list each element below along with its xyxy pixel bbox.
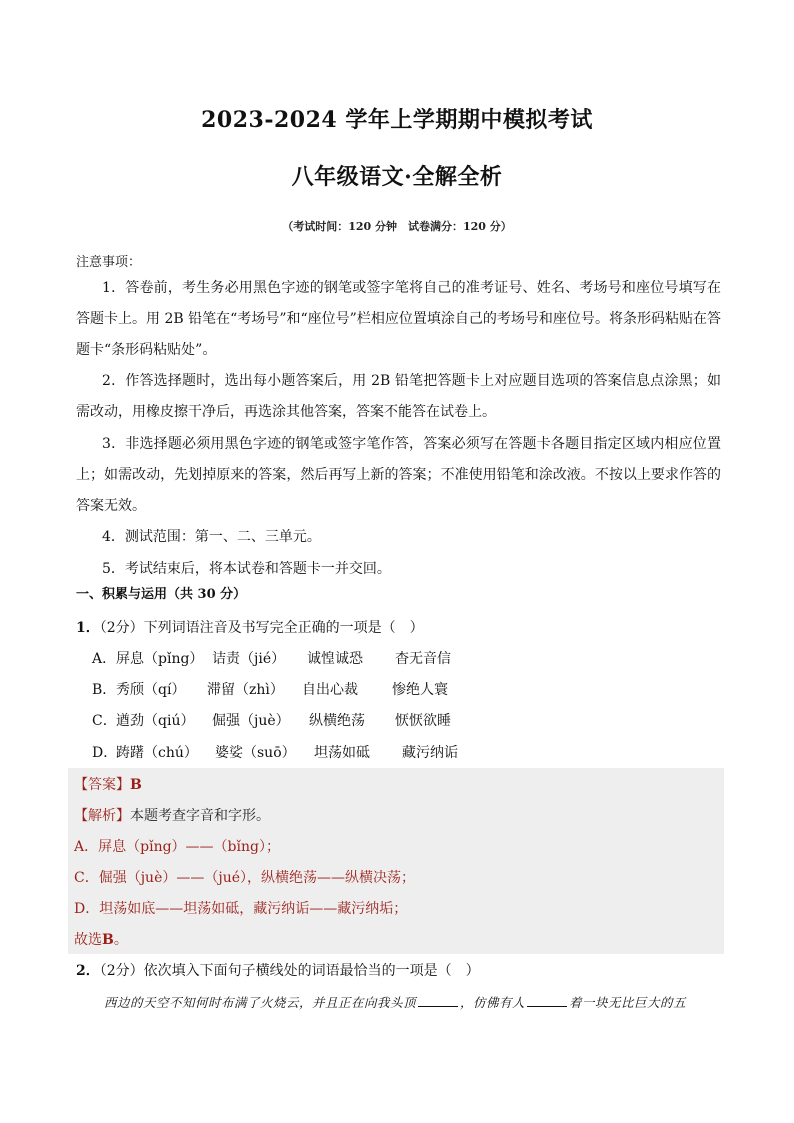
question-number: 1．	[76, 620, 100, 636]
option-word: 屏息（pǐng）	[116, 651, 204, 667]
fill-blank[interactable]	[418, 996, 458, 1007]
analysis-text: 本题考查字音和字形。	[130, 808, 270, 824]
answer-line	[74, 774, 142, 794]
option-word: 惨绝人寰	[392, 682, 448, 698]
option-word: 遒劲（qiú）	[116, 713, 195, 729]
fill-blank[interactable]	[527, 996, 567, 1007]
option-word: 倔强（juè）	[212, 713, 290, 729]
option-word: 纵横绝荡	[309, 713, 365, 729]
notice-item-1: 1．答卷前，考生务必用黑色字迹的钢笔或签字笔将自己的准考证号、姓名、考场号和座位号填写在答题卡上。用 2B 铅笔在“考场号”和“座位号”栏相应位置填涂自己的考场号和座位号。将条形码粘贴在答题卡“条形码粘贴处”。	[76, 280, 721, 358]
analysis-prefix: A．	[74, 839, 99, 855]
analysis-detail: 坦荡如底——坦荡如砥，藏污纳诟——藏污纳垢；	[99, 901, 408, 917]
question-2-stem	[76, 960, 480, 980]
question-text: （2分）下列词语注音及书写完全正确的一项是（ ）	[99, 620, 424, 636]
question-number: 2．	[76, 963, 100, 979]
notice-item-2: 2．作答选择题时，选出每小题答案后，用 2B 铅笔把答题卡上对应题目选项的答案信息点涂黑；如需改动，用橡皮擦干净后，再选涂其他答案，答案不能答在试卷上。	[76, 373, 721, 420]
option-word: 藏污纳诟	[402, 745, 458, 761]
exam-info: （考试时间：120 分钟 试卷满分：120 分）	[282, 220, 512, 233]
exam-title: 2023-2024 学年上学期期中模拟考试	[201, 107, 593, 133]
answer-value: B	[130, 777, 142, 793]
notice-heading: 注意事项：	[76, 255, 142, 270]
exam-subtitle: 八年级语文·全解全析	[291, 164, 503, 190]
notice-item-4: 4．测试范围：第一、二、三单元。	[102, 529, 321, 545]
analysis-detail: 屏息（pǐng）——（bǐng）；	[98, 839, 280, 855]
question-1-stem	[76, 617, 424, 637]
analysis-detail: 倔强（juè）——（jué），纵横绝荡——纵横决荡；	[98, 870, 416, 886]
option-word: 恹恹欲睡	[395, 713, 451, 729]
option-label: A．	[92, 651, 117, 667]
option-word: 杳无音信	[395, 651, 451, 667]
option-word: 自出心裁	[302, 682, 358, 698]
option-word: 坦荡如砥	[314, 745, 370, 761]
conclusion-end: 。	[113, 932, 128, 948]
answer-panel	[68, 768, 724, 954]
conclusion-text: 故选	[74, 932, 102, 948]
answer-label: 【答案】	[74, 777, 130, 793]
option-word: 婆娑（suō）	[215, 745, 296, 761]
option-label: D．	[92, 745, 118, 761]
option-word: 秀颀（qí）	[116, 682, 186, 698]
option-word: 踌躇（chú）	[116, 745, 198, 761]
passage-part: 着一块无比巨大的五	[569, 995, 687, 1010]
question-text: （2分）依次填入下面句子横线处的词语最恰当的一项是（ ）	[99, 963, 480, 979]
option-word: 诚惶诚恐	[307, 651, 363, 667]
analysis-label: 【解析】	[74, 808, 130, 824]
option-label: C．	[92, 713, 117, 729]
conclusion-value: B	[102, 932, 114, 948]
option-label: B．	[92, 682, 117, 698]
analysis-prefix: D．	[74, 901, 100, 917]
option-word: 诘责（jié）	[212, 651, 286, 667]
passage-part: ，仿佛有人	[460, 995, 526, 1010]
analysis-item-a	[74, 836, 280, 856]
section-title: 一、积累与运用（共 30 分）	[76, 587, 247, 602]
conclusion-line	[74, 929, 128, 949]
analysis-line	[74, 805, 270, 825]
notice-item-5: 5．考试结束后，将本试卷和答题卡一并交回。	[102, 561, 391, 577]
passage-part: 西边的天空不知何时布满了火烧云，并且正在向我头顶	[104, 995, 417, 1010]
notice-item-3: 3．非选择题必须用黑色字迹的钢笔或签字笔作答，答案必须写在答题卡各题目指定区域内相应位置上；如需改动，先划掉原来的答案，然后再写上新的答案；不准使用铅笔和涂改液。不按以上要求作答的答案无效。	[76, 436, 721, 514]
option-word: 滞留（zhì）	[207, 682, 284, 698]
analysis-prefix: C．	[74, 870, 99, 886]
question-2-passage	[104, 993, 686, 1011]
analysis-item-d	[74, 898, 407, 918]
analysis-item-c	[74, 867, 415, 887]
